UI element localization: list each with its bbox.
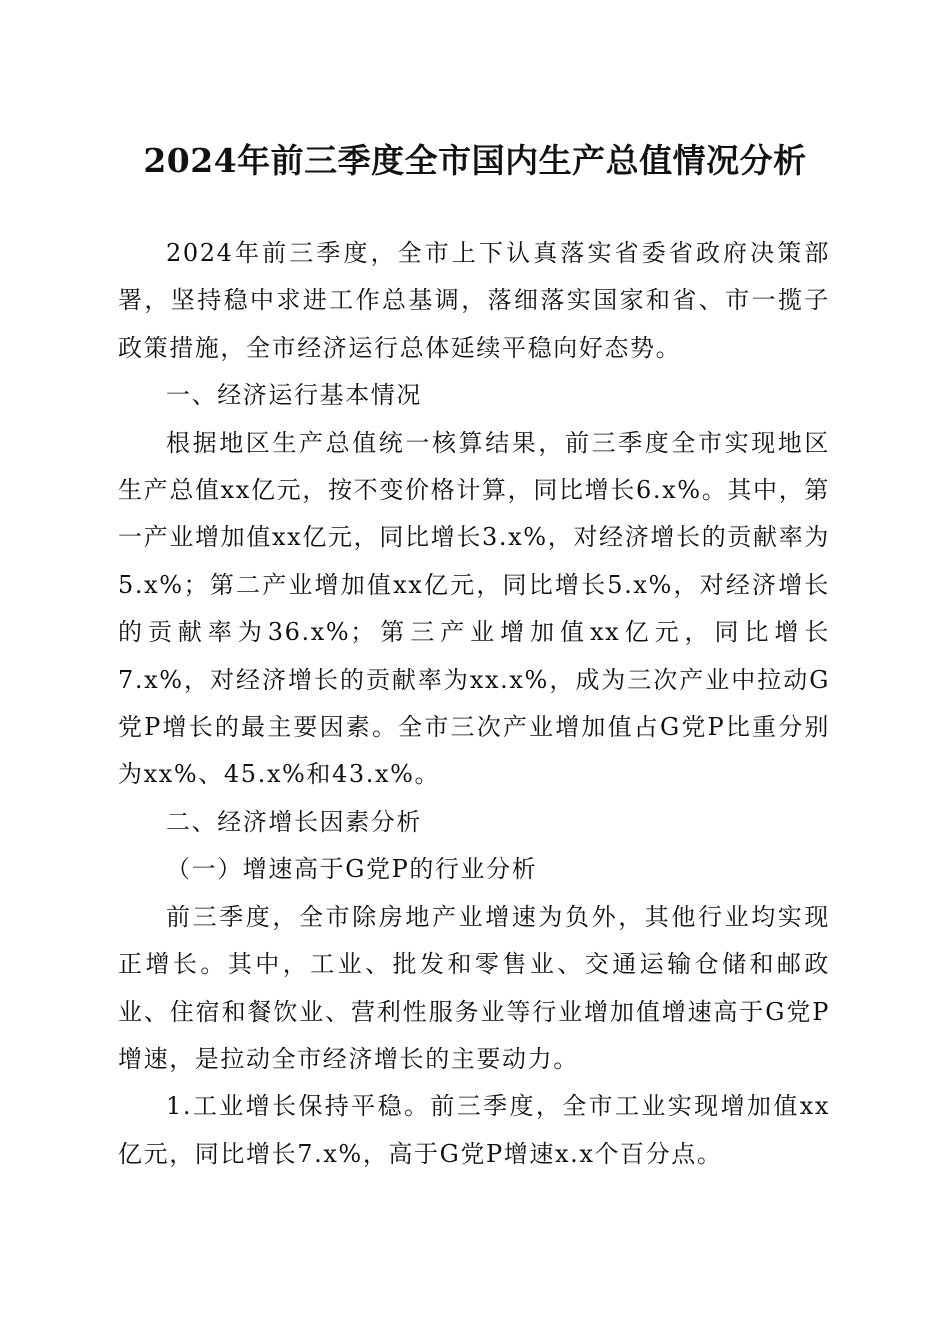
industries-paragraph: 前三季度，全市除房地产业增速为负外，其他行业均实现正增长。其中，工业、批发和零售业、交通运输仓储和邮政业、住宿和餐饮业、营利性服务业等行业增加值增速高于G党P增速，是拉动全市经济增长的主要动力。 <box>118 902 830 1073</box>
document-title: 2024年前三季度全市国内生产总值情况分析 <box>143 141 807 180</box>
industry-item-1: 1.工业增长保持平稳。前三季度，全市工业实现增加值xx亿元，同比增长7.x%，高于G党P增速x.x个百分点。 <box>118 1092 830 1168</box>
basic-situation-paragraph: 根据地区生产总值统一核算结果，前三季度全市实现地区生产总值xx亿元，按不变价格计算，同比增长6.x%。其中，第一产业增加值xx亿元，同比增长3.x%，对经济增长的贡献率为5.x%；第二产业增加值xx亿元，同比增长5.x%，对经济增长的贡献率为36.x%；第三产业增加值xx亿元，同比增长7.x%，对经济增长的贡献率为xx.x%，成为三次产业中拉动G党P增长的最主要因素。全市三次产业增加值占G党P比重分别为xx%、45.x%和43.x%。 <box>118 428 830 789</box>
section-heading-growth-factors: 二、经济增长因素分析 <box>166 807 422 836</box>
section-heading-basic-situation: 一、经济运行基本情况 <box>166 381 422 410</box>
document-body <box>118 230 830 1178</box>
intro-paragraph: 2024年前三季度，全市上下认真落实省委省政府决策部署，坚持稳中求进工作总基调，落细落实国家和省、市一揽子政策措施，全市经济运行总体延续平稳向好态势。 <box>118 239 830 362</box>
subsection-heading-industries: （一）增速高于G党P的行业分析 <box>166 855 538 884</box>
